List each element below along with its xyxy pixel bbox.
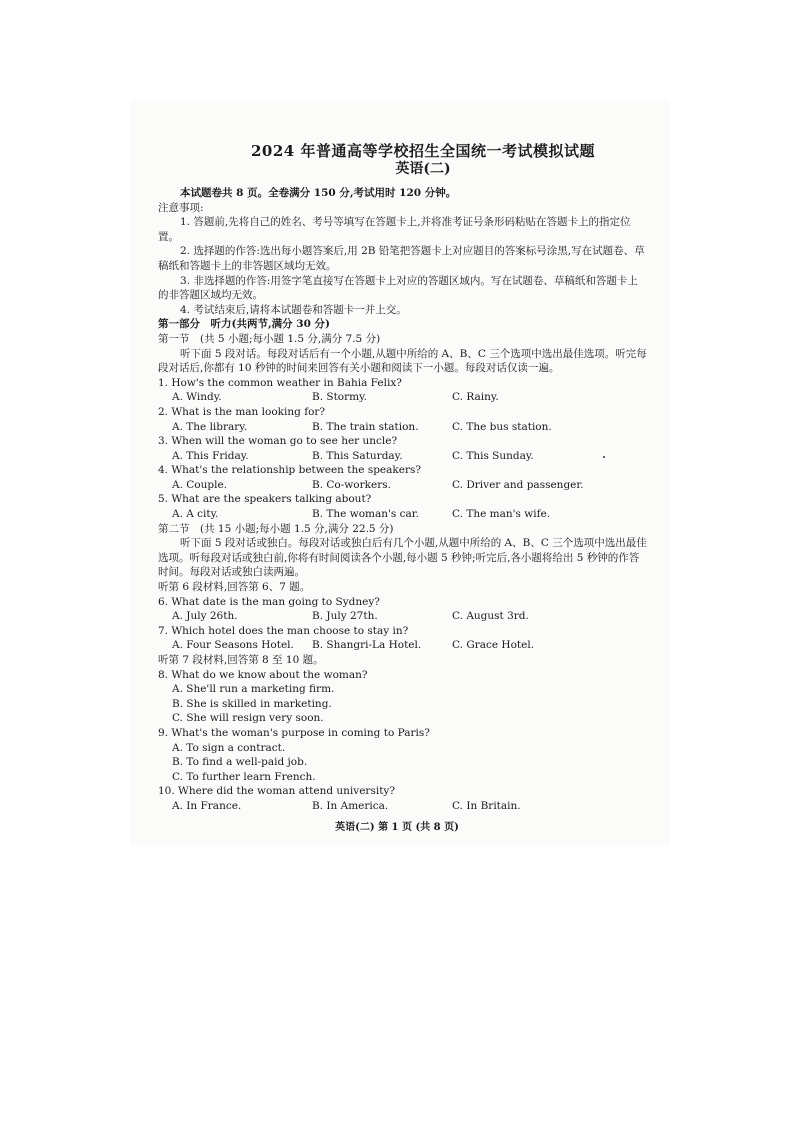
question-text: 4. What's the relationship between the speakers? [158,464,422,477]
question-text: 5. What are the speakers talking about? [158,493,372,506]
question-text: 9. What's the woman's purpose in coming to Paris? [158,726,430,739]
exam-content [158,142,648,814]
option-a: A. Windy. [172,391,222,404]
option-b: B. The woman's car. [312,508,419,521]
question-1 [158,376,648,405]
exam-subtitle: 英语(二) [395,161,451,177]
question-9 [158,726,648,784]
option-b: B. This Saturday. [312,449,403,462]
option-b: B. July 27th. [312,610,378,623]
section-2-heading: 第二节 (共 15 小题;每小题 1.5 分,满分 22.5 分) [158,522,394,535]
question-text: 1. How's the common weather in Bahia Felix? [158,376,402,389]
option-b: B. In America. [312,799,389,812]
notes-heading: 注意事项: [158,201,204,214]
option-b: B. The train station. [312,420,419,433]
option-c: C. Rainy. [452,391,499,404]
question-text: 10. Where did the woman attend university? [158,785,395,798]
option-a: A. In France. [172,799,242,812]
option-c: C. In Britain. [452,799,521,812]
page-footer: 英语(二) 第 1 页 (共 8 页) [335,822,459,833]
exam-title: 2024 年普通高等学校招生全国统一考试模拟试题 [251,142,595,160]
option-c: C. The man's wife. [452,508,551,521]
option-c: C. August 3rd. [452,610,529,623]
option-b: B. Co-workers. [312,478,391,491]
section-1-heading: 第一节 (共 5 小题;每小题 1.5 分,满分 7.5 分) [158,332,381,345]
material-6-heading: 听第 6 段材料,回答第 6、7 题。 [158,581,311,594]
question-6 [158,595,648,624]
note-3: 3. 非选择题的作答:用签字笔直接写在答题卡上对应的答题区域内。写在试题卷、草稿纸和答题卡上的非答题区域均无效。 [158,274,638,302]
option-b: B. She is skilled in marketing. [172,697,332,710]
option-c: C. She will resign very soon. [172,712,324,725]
question-5 [158,492,648,521]
option-c: C. To further learn French. [172,770,316,783]
option-c: C. This Sunday. [452,449,534,462]
option-a: A. The library. [172,420,248,433]
option-a: A. July 26th. [172,610,238,623]
material-7-heading: 听第 7 段材料,回答第 8 至 10 题。 [158,654,324,666]
question-text: 7. Which hotel does the man choose to stay in? [158,624,409,637]
option-c: C. The bus station. [452,420,552,433]
option-a: A. This Friday. [172,449,249,462]
option-a: A. A city. [172,508,219,521]
question-text: 8. What do we know about the woman? [158,668,368,681]
question-2 [158,405,648,434]
intro-line: 本试题卷共 8 页。全卷满分 150 分,考试用时 120 分钟。 [180,187,457,199]
option-c: C. Grace Hotel. [452,639,535,652]
option-a: A. Four Seasons Hotel. [172,639,294,652]
option-c: C. Driver and passenger. [452,478,584,491]
question-4 [158,463,648,492]
option-b: B. To find a well-paid job. [172,756,308,769]
part-1-heading: 第一部分 听力(共两节,满分 30 分) [158,318,331,331]
option-a: A. She'll run a marketing firm. [172,683,335,696]
note-2: 2. 选择题的作答:选出每小题答案后,用 2B 铅笔把答题卡上对应题目的答案标号涂黑,写在试题卷、草稿纸和答题卡上的非答题区域均无效。 [158,245,645,272]
question-8 [158,668,648,726]
question-7 [158,624,648,653]
option-b: B. Shangri-La Hotel. [312,639,422,652]
section-2-instructions: 听下面 5 段对话或独白。每段对话或独白后有几个小题,从题中所给的 A、B、C 三个选项中选出最佳选项。听每段对话或独白前,你将有时间阅读各个小题,每小题 5 秒钟;听完后,各小题将给出 5 秒钟的作答时间。每段对话或独白读两遍。 [158,537,647,579]
question-3 [158,434,648,463]
question-text: 3. When will the woman go to see her uncle? [158,435,398,448]
option-a: A. To sign a contract. [172,741,286,754]
question-text: 6. What date is the man going to Sydney? [158,595,380,608]
section-1-instructions: 听下面 5 段对话。每段对话后有一个小题,从题中所给的 A、B、C 三个选项中选出最佳选项。听完每段对话后,你都有 10 秒钟的时间来回答有关小题和阅读下一小题。每段对话仅读一遍。 [158,347,647,375]
note-4: 4. 考试结束后,请将本试题卷和答题卡一并上交。 [180,303,407,316]
question-10 [158,784,648,813]
question-text: 2. What is the man looking for? [158,405,326,418]
option-b: B. Stormy. [312,391,367,404]
note-1: 1. 答题前,先将自己的姓名、考号等填写在答题卡上,并将准考证号条形码粘贴在答题卡上的指定位置。 [158,216,631,243]
option-a: A. Couple. [172,478,228,491]
